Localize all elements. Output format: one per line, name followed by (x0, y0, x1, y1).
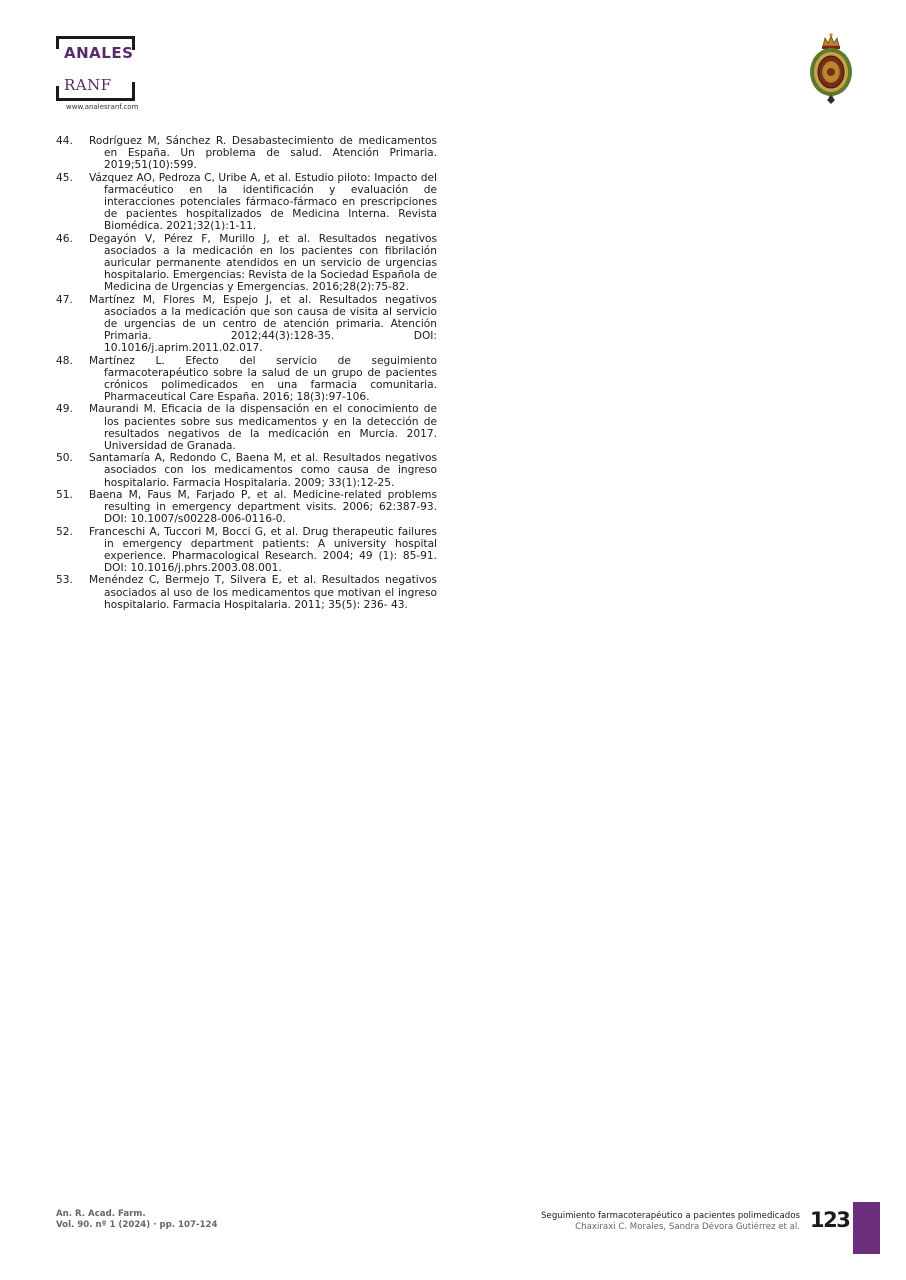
journal-volume: Vol. 90. nº 1 (2024) · pp. 107-124 (56, 1220, 218, 1230)
reference-item (56, 294, 437, 355)
logo-url: www.analesranf.com (66, 103, 139, 111)
reference-number: 45. (56, 171, 73, 184)
reference-number: 52. (56, 525, 73, 538)
references-list (56, 135, 437, 611)
reference-item (56, 403, 437, 452)
article-title: Seguimiento farmacoterapéutico a pacientes polimedicados (541, 1211, 800, 1221)
academy-seal-icon (808, 32, 854, 106)
article-authors: Chaxiraxi C. Morales, Sandra Dévora Gutiérrez et al. (575, 1222, 800, 1232)
accent-bar (853, 1202, 880, 1254)
reference-item (56, 172, 437, 233)
reference-item (56, 574, 437, 611)
reference-item (56, 489, 437, 526)
reference-text: Santamaría A, Redondo C, Baena M, et al. Resultados negativos asociados con los medicamentos como causa de ingreso hospitalario. Farmacia Hospitalaria. 2009; 33(1):12-25. (89, 452, 437, 489)
reference-item (56, 233, 437, 294)
reference-item (56, 452, 437, 489)
logo-bracket (128, 82, 135, 98)
logo-bracket (56, 86, 135, 101)
reference-text: Degayón V, Pérez F, Murillo J, et al. Resultados negativos asociados a la medicación en los pacientes con fibrilación auricular permanente atendidos en un servicio de urgencias hospitalario. Emergencias: Revista de la Sociedad Española de Medicina de Urgencias y Emergencias. 2016;28(2):75-82. (89, 232, 437, 294)
reference-text: Franceschi A, Tuccori M, Bocci G, et al. Drug therapeutic failures in emergency department patients: A university hospital experience. Pharmacological Research. 2004; 49 (1): 85-91. DOI: 10.1016/j.phrs.2003.08.001. (89, 525, 437, 575)
reference-item (56, 355, 437, 404)
reference-text: Rodríguez M, Sánchez R. Desabastecimiento de medicamentos en España. Un problema de salud. Atención Primaria. 2019;51(10):599. (89, 135, 437, 172)
reference-text: Baena M, Faus M, Farjado P, et al. Medicine-related problems resulting in emergency department visits. 2006; 62:387-93. DOI: 10.1007/s00228-006-0116-0. (89, 488, 437, 526)
logo-ranf-text: RANF (64, 76, 112, 94)
reference-number: 47. (56, 293, 73, 306)
reference-text: Martínez M, Flores M, Espejo J, et al. Resultados negativos asociados a la medicación que son causa de visita al servicio de urgencias de un centro de atención primaria. Atención Primaria. 2012;44(3):128-35. DOI: 10.1016/j.aprim.2011.02.017. (89, 293, 437, 355)
reference-number: 51. (56, 488, 73, 501)
reference-text: Martínez L. Efecto del servicio de seguimiento farmacoterapéutico sobre la salud de un grupo de pacientes crónicos polimedicados en una farmacia comunitaria. Pharmaceutical Care España. 2016; 18(3):97-106. (89, 354, 437, 404)
reference-item (56, 526, 437, 575)
journal-citation (56, 1209, 217, 1231)
reference-number: 46. (56, 232, 73, 245)
page-number: 123 (810, 1208, 850, 1232)
reference-number: 50. (56, 452, 73, 465)
reference-item (56, 135, 437, 172)
reference-text: Maurandi M. Eficacia de la dispensación en el conocimiento de los pacientes sobre sus medicamentos y en la detección de resultados negativos de la medicación en Murcia. 2017. Universidad de Granada. (89, 403, 437, 453)
journal-logo (56, 36, 186, 116)
reference-number: 44. (56, 135, 73, 147)
reference-number: 49. (56, 403, 73, 416)
reference-number: 53. (56, 574, 73, 587)
reference-text: Vázquez AO, Pedroza C, Uribe A, et al. Estudio piloto: Impacto del farmacéutico en la identificación y evaluación de interacciones potenciales fármaco-fármaco en prescripciones de pacientes hospitalizados de Medicina Interna. Revista Biomédica. 2021;32(1):1-11. (89, 171, 437, 233)
reference-number: 48. (56, 354, 73, 367)
journal-name: An. R. Acad. Farm. (56, 1209, 146, 1219)
reference-text: Menéndez C, Bermejo T, Silvera E, et al. Resultados negativos asociados al uso de los medicamentos que motivan el ingreso hospitalario. Farmacia Hospitalaria. 2011; 35(5): 236- 43. (89, 574, 437, 611)
running-footer (541, 1211, 800, 1233)
logo-anales-text: ANALES (64, 44, 134, 62)
